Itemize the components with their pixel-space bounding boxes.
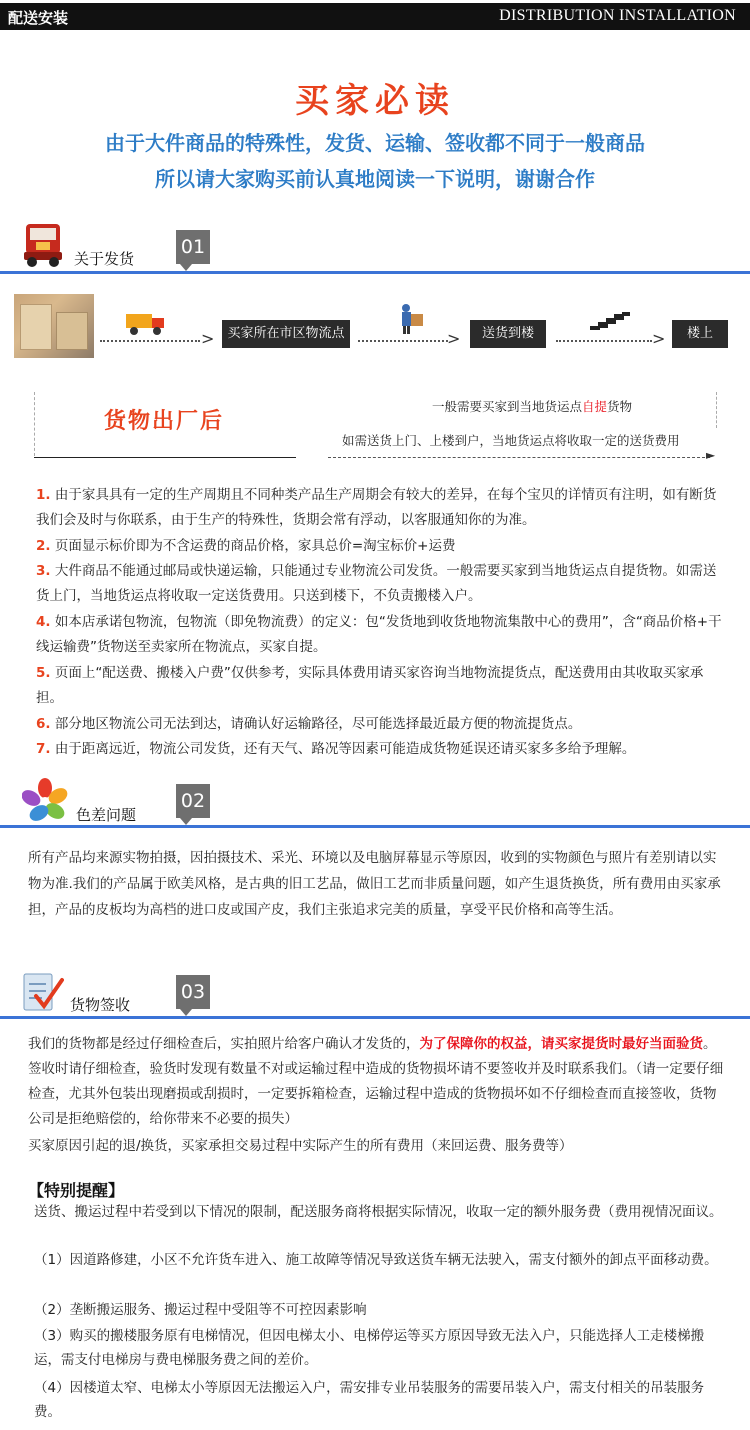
warehouse-photo <box>14 294 94 358</box>
item-text: 如本店承诺包物流，包物流（即免物流费）的定义：包“发货地到收货地物流集散中心的费用”，含“商品价格+干线运输费”货物送至卖家所在物流点，买家自提。 <box>36 614 722 655</box>
header-bar <box>0 3 750 30</box>
item-text: 大件商品不能通过邮局或快递运输，只能通过专业物流公司发货。一般需要买家到当地货运点自提货物。如需送货上门，当地货运点将收取一定送货费用。只送到楼下，不负责搬楼入户。 <box>36 563 717 604</box>
signing-text-pre: 我们的货物都是经过仔细检查后，实拍照片给客户确认才发货的， <box>28 1036 420 1052</box>
flow-step-upstairs: 楼上 <box>672 320 728 348</box>
section-divider <box>0 1016 750 1019</box>
flow-arrow-icon: > <box>652 329 666 348</box>
special-item <box>34 1376 724 1424</box>
dispatch-line-1-post: 货物 <box>607 399 633 414</box>
header-left-label: 配送安装 <box>8 9 69 27</box>
delivery-truck-icon <box>126 310 166 336</box>
subtitle-line-2: 所以请大家购买前认真地阅读一下说明，谢谢合作 <box>155 167 595 191</box>
shipping-item <box>36 534 726 559</box>
return-cost-text: 买家原因引起的退/换货，买家承担交易过程中实际产生的所有费用（来回运费、服务费等） <box>28 1138 573 1154</box>
header-right-label: DISTRIBUTION INSTALLATION <box>499 7 736 24</box>
flow-dotted-line <box>100 340 200 342</box>
special-item-number: （3） <box>34 1328 70 1344</box>
color-difference-text: 所有产品均来源实物拍摄，因拍摄技术、采光、环境以及电脑屏幕显示等原因，收到的实物颜色与照片有差别请以实物为准.我们的产品属于欧美风格，是古典的旧工艺品，做旧工艺而非质量问题，如产生退货换货，所有费用由买家承担，产品的皮板均为高档的进口皮或国产皮，我们主张追求完美的质量，享受平民价格和高等生活。 <box>28 850 721 918</box>
special-item <box>34 1298 724 1322</box>
dispatch-right-bracket <box>716 392 717 428</box>
item-number: 4. <box>36 614 51 630</box>
special-reminder-heading: 【特别提醒】 <box>28 1181 125 1200</box>
page-title: 买家必读 <box>295 81 455 121</box>
delivery-worker-icon <box>396 302 426 334</box>
item-number: 7. <box>36 741 51 757</box>
special-item-text: 购买的搬楼服务原有电梯情况，但因电梯太小、电梯停运等买方原因导致无法入户，只能选择人工走楼梯搬运，需支付电梯房与费电梯服务费之间的差价。 <box>34 1328 705 1368</box>
item-number: 1. <box>36 487 51 503</box>
special-item-number: （4） <box>34 1380 70 1396</box>
flow-dotted-line <box>358 340 448 342</box>
section-signing-label: 货物签收 <box>70 996 131 1014</box>
section-color-label: 色差问题 <box>76 806 137 824</box>
dispatch-line-1-pre: 一般需要买家到当地货运点 <box>432 399 583 414</box>
section-divider <box>0 825 750 828</box>
dispatch-title: 货物出厂后 <box>104 409 225 434</box>
dispatch-left-bracket <box>34 392 35 456</box>
signing-text <box>28 1032 728 1132</box>
dispatch-line-1-red: 自提 <box>582 399 608 414</box>
section-divider <box>0 271 750 274</box>
section-shipping-label: 关于发货 <box>74 250 135 268</box>
item-text: 页面显示标价即为不含运费的商品价格，家具总价=淘宝标价+运费 <box>54 538 456 554</box>
section-number-badge: 03 <box>176 975 210 1009</box>
special-item-number: （1） <box>34 1252 70 1268</box>
item-number: 2. <box>36 538 51 554</box>
item-text: 由于家具具有一定的生产周期且不同种类产品生产周期会有较大的差异，在每个宝贝的详情页有注明，如有断货我们会及时与你联系，由于生产的特殊性，货期会常有浮动，以客服通知你的为准。 <box>36 487 717 528</box>
section-number-badge: 01 <box>176 230 210 264</box>
item-number: 5. <box>36 665 51 681</box>
special-intro: 送货、搬运过程中若受到以下情况的限制，配送服务商将根据实际情况，收取一定的额外服务费（费用视情况面议。 <box>34 1204 723 1220</box>
item-text: 部分地区物流公司无法到达，请确认好运输路径，尽可能选择最近最方便的物流提货点。 <box>54 716 582 732</box>
shipping-item <box>36 737 726 762</box>
subtitle-line-1: 由于大件商品的特殊性，发货、运输、签收都不同于一般商品 <box>105 131 645 155</box>
shipping-item <box>36 610 726 660</box>
special-item-text: 因道路修建，小区不允许货车进入、施工故障等情况导致送货车辆无法驶入，需支付额外的卸点平面移动费。 <box>69 1252 718 1268</box>
section-number-badge: 02 <box>176 784 210 818</box>
signing-text-post: 。签收时请仔细检查，验货时发现有数量不对或运输过程中造成的货物损坏请不要签收并及时联系我们。（请一定要仔细检查，尤其外包装出现磨损或刮损时，一定要拆箱检查，运输过程中造成的货物损坏如不仔细检查而直接签收，货物公司是拒绝赔偿的，给你带来不必要的损失） <box>28 1036 724 1127</box>
special-item-text: 因楼道太窄、电梯太小等原因无法搬运入户，需安排专业吊装服务的需要吊装入户，需支付相关的吊装服务费。 <box>34 1380 705 1420</box>
shipping-item <box>36 661 726 711</box>
shipping-item <box>36 712 726 737</box>
flow-dotted-line <box>556 340 652 342</box>
special-item <box>34 1248 724 1272</box>
color-palette-icon <box>22 778 68 822</box>
item-text: 页面上“配送费、搬楼入户费”仅供参考，实际具体费用请买家咨询当地物流提货点，配送费用由其收取买家承担。 <box>36 665 704 706</box>
checklist-icon <box>22 970 64 1014</box>
flow-step-city-logistics: 买家所在市区物流点 <box>222 320 350 348</box>
signing-text-red: 为了保障你的权益，请买家提货时最好当面验货 <box>419 1036 703 1052</box>
shipping-item <box>36 559 726 609</box>
dispatch-arrow-line <box>328 457 710 458</box>
item-number: 3. <box>36 563 51 579</box>
item-text: 由于距离远近，物流公司发货，还有天气、路况等因素可能造成货物延误还请买家多多给予理解。 <box>54 741 636 757</box>
flow-arrow-icon: > <box>447 329 461 348</box>
shipping-item <box>36 483 726 533</box>
dispatch-line-2: 如需送货上门、上楼到户，当地货运点将收取一定的送货费用 <box>342 433 680 448</box>
dispatch-line-1 <box>432 397 632 415</box>
stairs-icon <box>590 312 630 330</box>
special-item-text: 垄断搬运服务、搬运过程中受阻等不可控因素影响 <box>69 1302 367 1318</box>
item-number: 6. <box>36 716 51 732</box>
special-item <box>34 1324 724 1372</box>
flow-arrow-icon: > <box>201 329 215 348</box>
dispatch-arrow-icon: ► <box>706 448 716 462</box>
flow-step-deliver-building: 送货到楼 <box>470 320 546 348</box>
truck-icon <box>22 222 64 268</box>
dispatch-underline <box>34 457 296 458</box>
special-item-number: （2） <box>34 1302 70 1318</box>
